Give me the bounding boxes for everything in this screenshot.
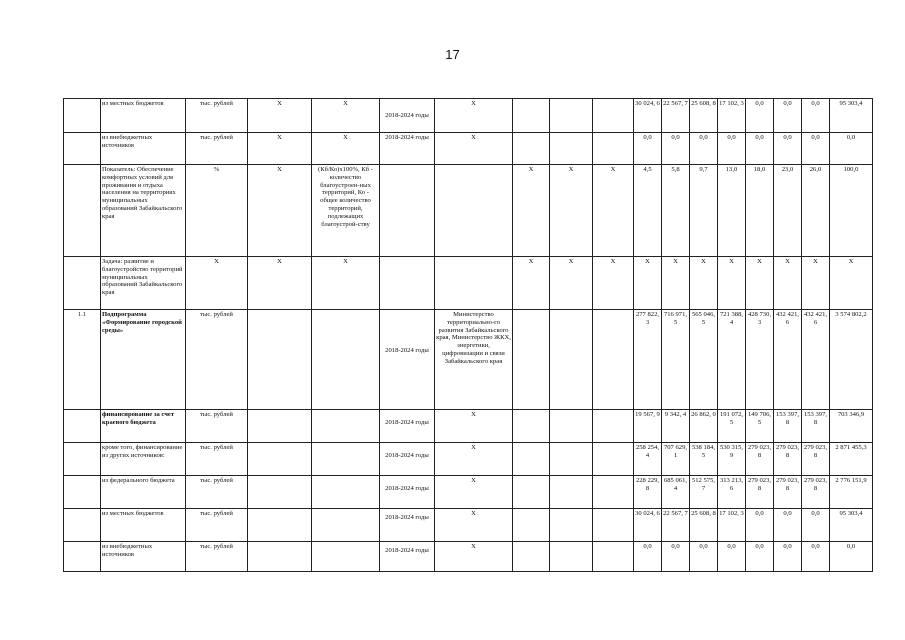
- unit-cell: тыс. рублей: [186, 542, 248, 572]
- years-cell: [380, 165, 435, 257]
- year-value-cell: 432 421, 6: [774, 310, 802, 410]
- table-row: [64, 257, 873, 310]
- year-value-cell: 279 023, 8: [746, 476, 774, 509]
- marker-cell-2: [550, 133, 593, 165]
- year-value-cell: 538 184, 5: [690, 443, 718, 476]
- year-value-cell: 0,0: [802, 133, 830, 165]
- marker-cell-3: [593, 476, 634, 509]
- responsible-cell: X: [435, 410, 513, 443]
- program-table: [63, 98, 873, 572]
- years-text: 2018-2024 годы: [385, 419, 429, 426]
- row-name-cell: из федерального бюджета: [101, 476, 186, 509]
- marker-cell-1: [513, 542, 550, 572]
- responsible-cell: X: [435, 443, 513, 476]
- marker-cell-2: [550, 476, 593, 509]
- column-3-cell: [248, 410, 312, 443]
- unit-cell: тыс. рублей: [186, 133, 248, 165]
- year-value-cell: 716 971, 5: [662, 310, 690, 410]
- responsible-cell: X: [435, 542, 513, 572]
- year-value-cell: 22 567, 7: [662, 99, 690, 133]
- year-value-cell: 19 567, 9: [634, 410, 662, 443]
- marker-cell-1: [513, 443, 550, 476]
- year-value-cell: 432 421, 6: [802, 310, 830, 410]
- marker-cell-3: [593, 443, 634, 476]
- responsible-cell: X: [435, 509, 513, 542]
- year-value-cell: X: [718, 257, 746, 310]
- row-name-cell: из внебюджетных источников: [101, 542, 186, 572]
- year-value-cell: 26,0: [802, 165, 830, 257]
- row-number-cell: [64, 410, 101, 443]
- year-value-cell: 0,0: [774, 509, 802, 542]
- total-value-cell: 95 303,4: [830, 509, 873, 542]
- years-cell: [380, 133, 435, 165]
- year-value-cell: 9,7: [690, 165, 718, 257]
- total-value-cell: 0,0: [830, 542, 873, 572]
- years-text: 2018-2024 годы: [385, 347, 429, 354]
- responsible-cell: [435, 257, 513, 310]
- unit-cell: тыс. рублей: [186, 99, 248, 133]
- total-value-cell: 3 574 802,2: [830, 310, 873, 410]
- year-value-cell: 512 575, 7: [690, 476, 718, 509]
- year-value-cell: 25 608, 8: [690, 99, 718, 133]
- marker-cell-1: X: [513, 165, 550, 257]
- year-value-cell: 530 315, 9: [718, 443, 746, 476]
- column-3-cell: X: [248, 165, 312, 257]
- table-row: [64, 476, 873, 509]
- marker-cell-3: [593, 310, 634, 410]
- row-name-cell: Подпрограмма «Формирование городской среды»: [101, 310, 186, 410]
- formula-cell: [312, 443, 380, 476]
- year-value-cell: 279 023, 8: [774, 443, 802, 476]
- marker-cell-2: [550, 509, 593, 542]
- unit-cell: тыс. рублей: [186, 310, 248, 410]
- year-value-cell: 0,0: [634, 542, 662, 572]
- marker-cell-1: [513, 133, 550, 165]
- marker-cell-2: [550, 99, 593, 133]
- unit-cell: %: [186, 165, 248, 257]
- years-cell: [380, 310, 435, 410]
- year-value-cell: 228 229, 8: [634, 476, 662, 509]
- year-value-cell: 0,0: [774, 99, 802, 133]
- year-value-cell: 30 024, 6: [634, 509, 662, 542]
- marker-cell-1: [513, 410, 550, 443]
- responsible-cell: X: [435, 476, 513, 509]
- formula-cell: [312, 542, 380, 572]
- year-value-cell: 18,0: [746, 165, 774, 257]
- year-value-cell: X: [774, 257, 802, 310]
- marker-cell-1: [513, 476, 550, 509]
- total-value-cell: 95 303,4: [830, 99, 873, 133]
- year-value-cell: 30 024, 6: [634, 99, 662, 133]
- year-value-cell: X: [802, 257, 830, 310]
- formula-cell: [312, 310, 380, 410]
- marker-cell-2: [550, 310, 593, 410]
- table-row: [64, 443, 873, 476]
- formula-cell: [312, 410, 380, 443]
- year-value-cell: 0,0: [802, 509, 830, 542]
- table-row: [64, 410, 873, 443]
- year-value-cell: 0,0: [746, 99, 774, 133]
- year-value-cell: 26 862, 0: [690, 410, 718, 443]
- year-value-cell: 22 567, 7: [662, 509, 690, 542]
- marker-cell-3: [593, 410, 634, 443]
- unit-cell: тыс. рублей: [186, 410, 248, 443]
- year-value-cell: 279 023, 8: [746, 443, 774, 476]
- column-3-cell: X: [248, 257, 312, 310]
- responsible-cell: [435, 165, 513, 257]
- formula-cell: X: [312, 133, 380, 165]
- year-value-cell: 0,0: [662, 542, 690, 572]
- responsible-cell: X: [435, 99, 513, 133]
- responsible-cell: Министерство территориально-го развития Забайкальского края, Министерство ЖКХ, энергетики, цифровизации и связи Забайкальского края: [435, 310, 513, 410]
- year-value-cell: 153 397, 8: [774, 410, 802, 443]
- formula-cell: [312, 509, 380, 542]
- year-value-cell: 721 388, 4: [718, 310, 746, 410]
- unit-cell: тыс. рублей: [186, 509, 248, 542]
- row-name-cell: кроме того, финансирование из других источников:: [101, 443, 186, 476]
- year-value-cell: 5,8: [662, 165, 690, 257]
- marker-cell-2: X: [550, 165, 593, 257]
- year-value-cell: X: [690, 257, 718, 310]
- marker-cell-2: [550, 542, 593, 572]
- table-row: [64, 133, 873, 165]
- row-name-cell: из местных бюджетов: [101, 509, 186, 542]
- row-name-cell: финансирование за счет краевого бюджета: [101, 410, 186, 443]
- marker-cell-2: [550, 443, 593, 476]
- row-number-cell: [64, 542, 101, 572]
- year-value-cell: 0,0: [774, 542, 802, 572]
- row-number-cell: [64, 165, 101, 257]
- marker-cell-3: [593, 99, 634, 133]
- unit-cell: X: [186, 257, 248, 310]
- column-3-cell: [248, 310, 312, 410]
- years-text: 2018-2024 годы: [385, 485, 429, 492]
- marker-cell-3: [593, 542, 634, 572]
- table-row: [64, 165, 873, 257]
- year-value-cell: 0,0: [802, 99, 830, 133]
- year-value-cell: 428 730, 3: [746, 310, 774, 410]
- row-number-cell: [64, 476, 101, 509]
- year-value-cell: 0,0: [662, 133, 690, 165]
- year-value-cell: 153 397, 8: [802, 410, 830, 443]
- column-3-cell: [248, 542, 312, 572]
- row-name-cell: Задача: развитие и благоустройство территорий муниципальных образований Забайкальского края: [101, 257, 186, 310]
- year-value-cell: 258 254, 4: [634, 443, 662, 476]
- year-value-cell: 4,5: [634, 165, 662, 257]
- table-row: [64, 542, 873, 572]
- column-3-cell: X: [248, 133, 312, 165]
- years-cell: [380, 257, 435, 310]
- year-value-cell: 279 023, 8: [774, 476, 802, 509]
- row-number-cell: 1.1: [64, 310, 101, 410]
- years-cell: [380, 410, 435, 443]
- total-value-cell: 100,0: [830, 165, 873, 257]
- year-value-cell: 25 608, 8: [690, 509, 718, 542]
- year-value-cell: 0,0: [718, 133, 746, 165]
- marker-cell-3: [593, 509, 634, 542]
- year-value-cell: 17 102, 3: [718, 99, 746, 133]
- column-3-cell: [248, 443, 312, 476]
- marker-cell-1: [513, 509, 550, 542]
- table-row: [64, 310, 873, 410]
- year-value-cell: 0,0: [802, 542, 830, 572]
- year-value-cell: 13,0: [718, 165, 746, 257]
- years-text: 2018-2024 годы: [385, 112, 429, 119]
- unit-cell: тыс. рублей: [186, 476, 248, 509]
- row-name-cell: из внебюджетных источников: [101, 133, 186, 165]
- formula-cell: [312, 476, 380, 509]
- total-value-cell: 2 776 151,9: [830, 476, 873, 509]
- year-value-cell: 565 046, 5: [690, 310, 718, 410]
- row-number-cell: [64, 257, 101, 310]
- unit-cell: тыс. рублей: [186, 443, 248, 476]
- marker-cell-1: [513, 99, 550, 133]
- table-row: [64, 509, 873, 542]
- years-text: 2018-2024 годы: [385, 452, 429, 459]
- year-value-cell: X: [746, 257, 774, 310]
- year-value-cell: 191 072, 5: [718, 410, 746, 443]
- years-text: 2018-2024 годы: [385, 514, 429, 521]
- table-row: [64, 99, 873, 133]
- row-number-cell: [64, 443, 101, 476]
- row-number-cell: [64, 99, 101, 133]
- marker-cell-1: [513, 310, 550, 410]
- year-value-cell: X: [634, 257, 662, 310]
- year-value-cell: 0,0: [634, 133, 662, 165]
- row-number-cell: [64, 509, 101, 542]
- marker-cell-2: X: [550, 257, 593, 310]
- total-value-cell: 0,0: [830, 133, 873, 165]
- years-cell: [380, 443, 435, 476]
- total-value-cell: X: [830, 257, 873, 310]
- page-number: 17: [445, 47, 460, 62]
- year-value-cell: 23,0: [774, 165, 802, 257]
- years-cell: [380, 99, 435, 133]
- years-cell: [380, 509, 435, 542]
- years-cell: [380, 542, 435, 572]
- year-value-cell: 313 213, 6: [718, 476, 746, 509]
- column-3-cell: [248, 509, 312, 542]
- year-value-cell: 0,0: [718, 542, 746, 572]
- year-value-cell: 0,0: [746, 133, 774, 165]
- total-value-cell: 703 346,9: [830, 410, 873, 443]
- row-number-cell: [64, 133, 101, 165]
- year-value-cell: 279 023, 8: [802, 476, 830, 509]
- marker-cell-3: X: [593, 165, 634, 257]
- year-value-cell: 279 023, 8: [802, 443, 830, 476]
- year-value-cell: 149 706, 5: [746, 410, 774, 443]
- year-value-cell: 277 822, 3: [634, 310, 662, 410]
- year-value-cell: 0,0: [746, 509, 774, 542]
- row-name-cell: Показатель: Обеспечение комфортных условий для проживания и отдыха населения на территориях муниципальных образований Забайкальского края: [101, 165, 186, 257]
- years-text: 2018-2024 годы: [385, 134, 429, 141]
- column-3-cell: X: [248, 99, 312, 133]
- column-3-cell: [248, 476, 312, 509]
- year-value-cell: 707 629, 1: [662, 443, 690, 476]
- year-value-cell: 0,0: [774, 133, 802, 165]
- responsible-cell: X: [435, 133, 513, 165]
- year-value-cell: 0,0: [690, 542, 718, 572]
- year-value-cell: 9 342, 4: [662, 410, 690, 443]
- marker-cell-3: X: [593, 257, 634, 310]
- years-text: 2018-2024 годы: [385, 547, 429, 554]
- year-value-cell: 17 102, 3: [718, 509, 746, 542]
- years-cell: [380, 476, 435, 509]
- marker-cell-2: [550, 410, 593, 443]
- formula-cell: X: [312, 257, 380, 310]
- year-value-cell: 0,0: [690, 133, 718, 165]
- year-value-cell: X: [662, 257, 690, 310]
- marker-cell-3: [593, 133, 634, 165]
- row-name-cell: из местных бюджетов: [101, 99, 186, 133]
- year-value-cell: 0,0: [746, 542, 774, 572]
- marker-cell-1: X: [513, 257, 550, 310]
- total-value-cell: 2 871 455,3: [830, 443, 873, 476]
- formula-cell: (Кб/Ко)x100%, Кб - количество благоустроен-ных территорий, Ко - общее количество территорий, подлежащих благоустрой-ству: [312, 165, 380, 257]
- year-value-cell: 685 061, 4: [662, 476, 690, 509]
- formula-cell: X: [312, 99, 380, 133]
